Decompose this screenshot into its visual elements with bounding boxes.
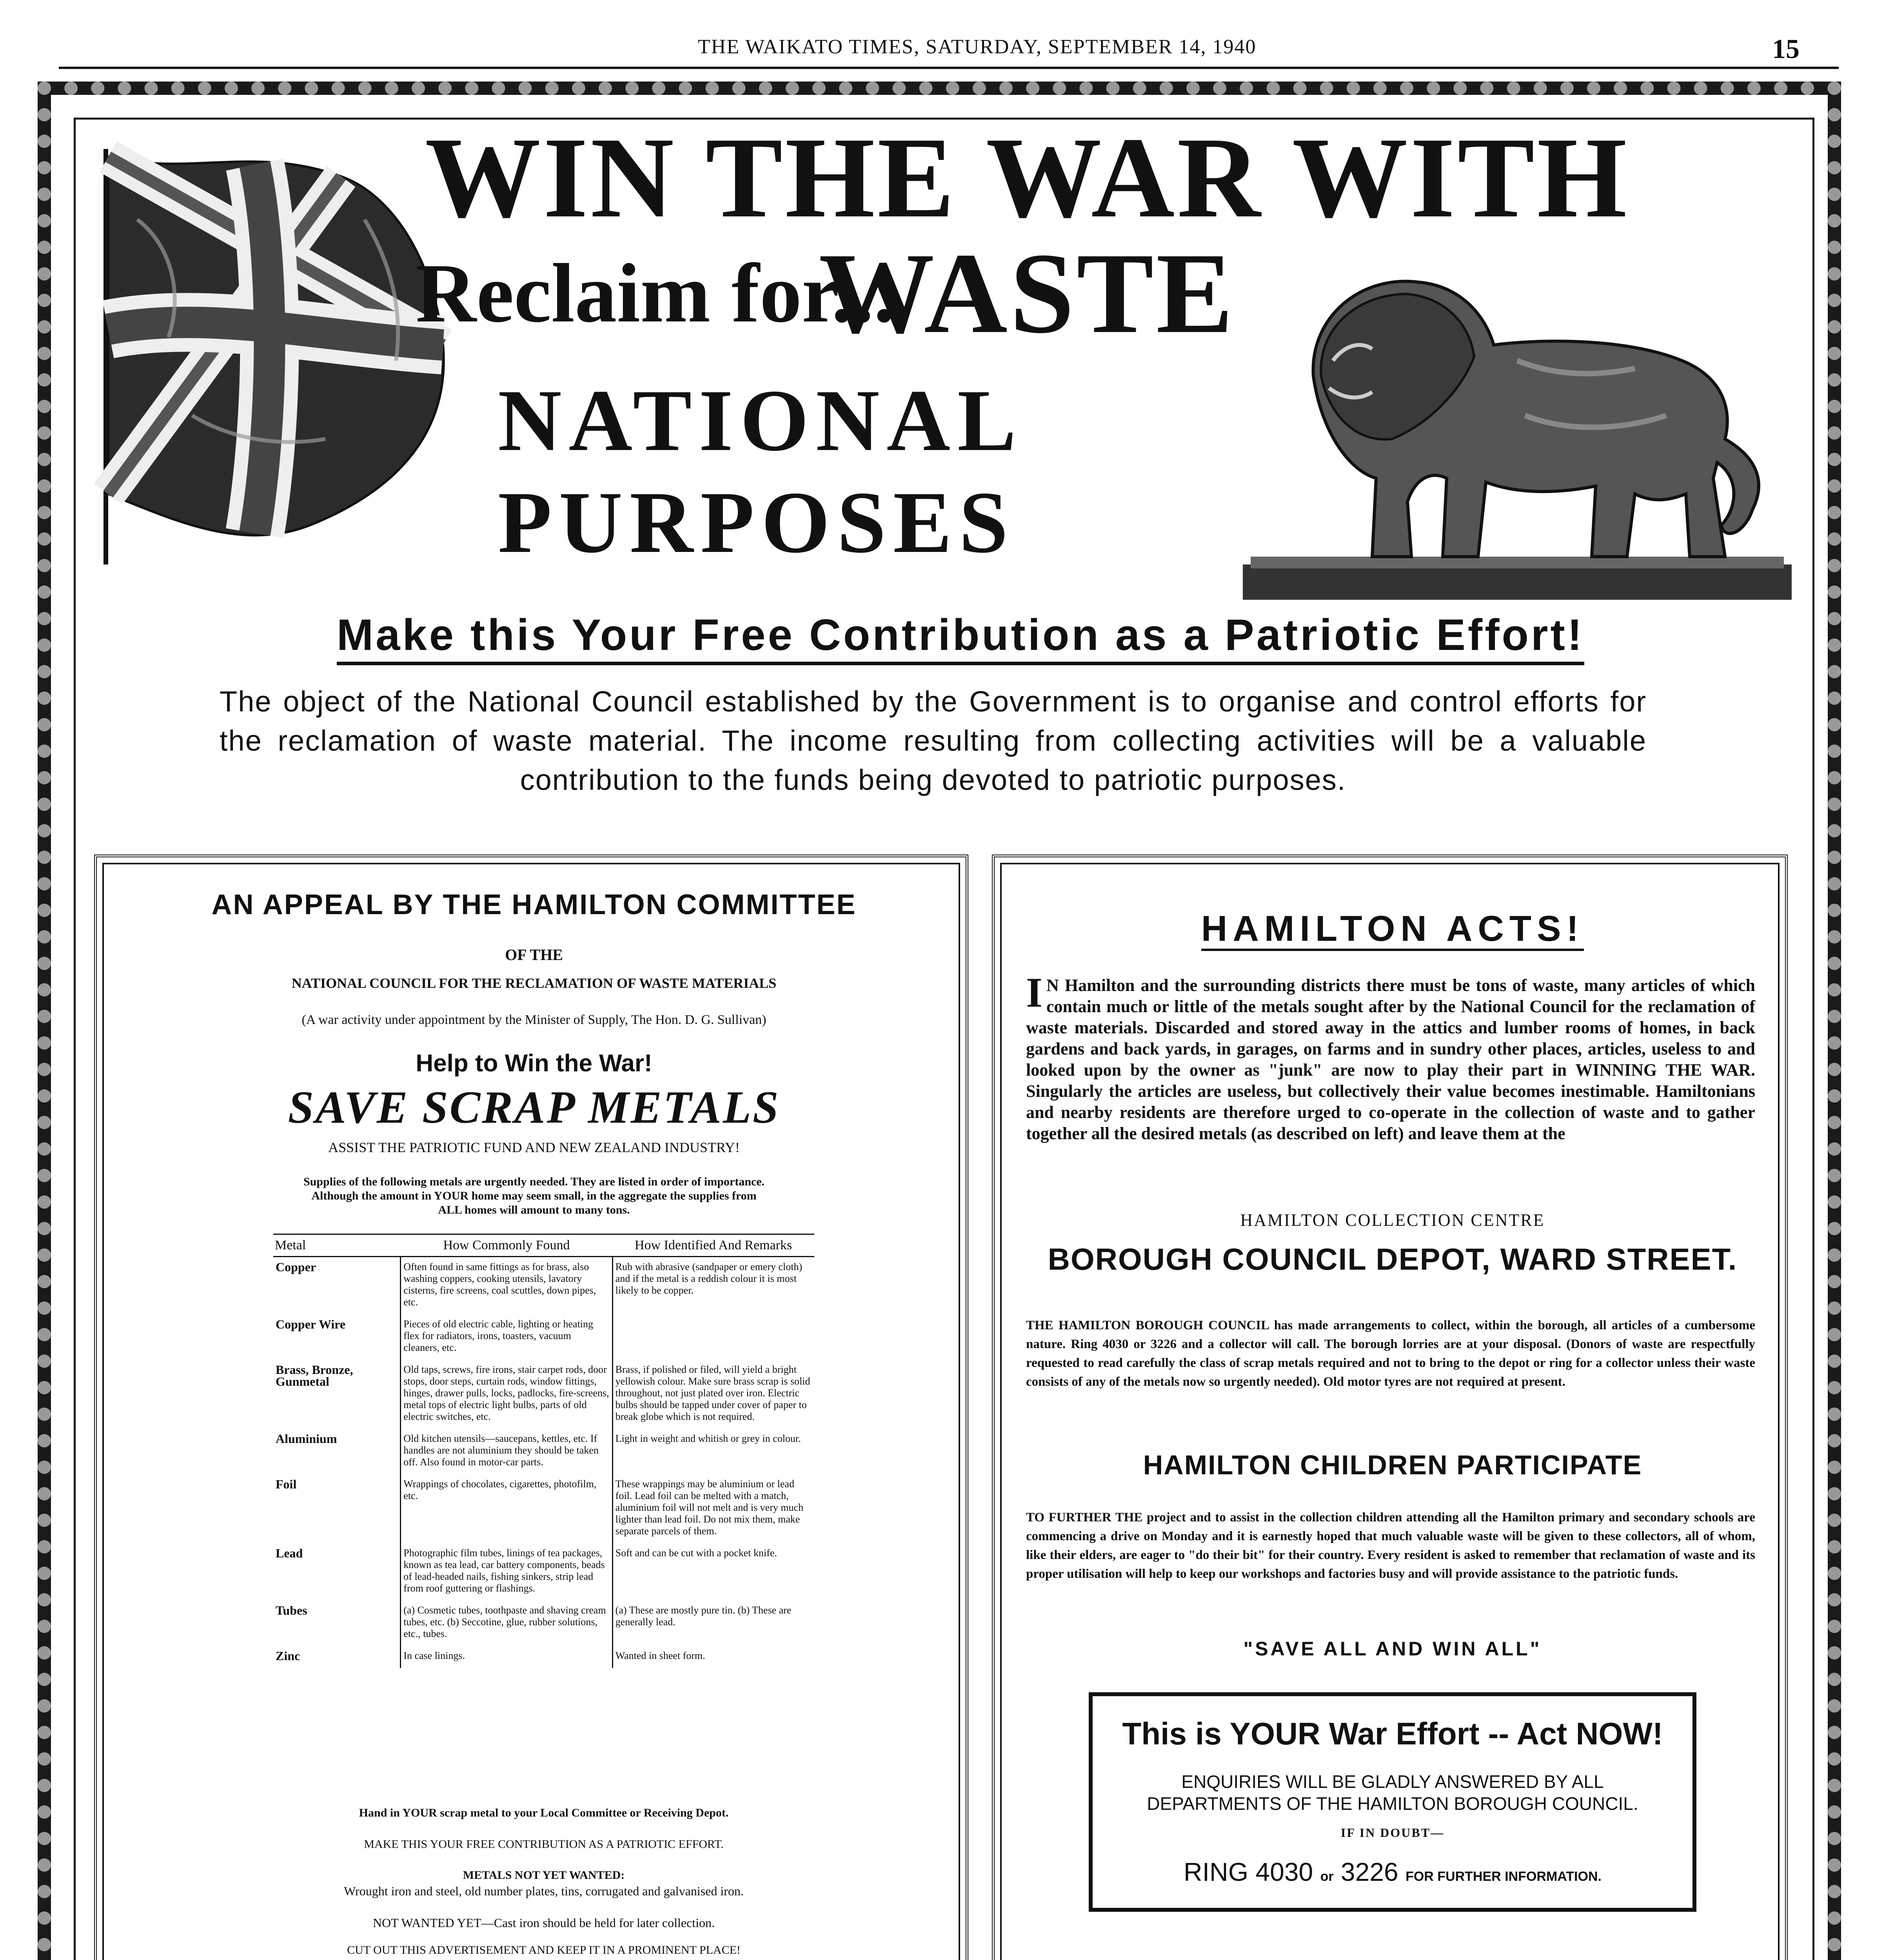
- children-heading: HAMILTON CHILDREN PARTICIPATE: [1143, 1450, 1642, 1480]
- metals-table: [273, 1234, 814, 1668]
- metal-name: Zinc: [276, 1649, 300, 1663]
- metal-remarks: Rub with abrasive (sandpaper or emery cloth) and if the metal is a reddish colour it is most likely to be copper.: [615, 1261, 803, 1296]
- collection-centre-heading: HAMILTON COLLECTION CENTRE: [1240, 1210, 1545, 1230]
- appeal-of-the: OF THE: [505, 946, 563, 964]
- masthead-title: THE WAIKATO TIMES, SATURDAY, SEPTEMBER 14, 1940: [698, 36, 1257, 58]
- ring-number-b: 3226: [1340, 1857, 1398, 1886]
- table-row: [273, 1601, 814, 1646]
- acts-title-text: HAMILTON ACTS!: [1201, 909, 1584, 951]
- subheading: [196, 610, 1725, 660]
- table-row: [273, 1314, 814, 1360]
- lion-statue-icon: [1243, 259, 1792, 612]
- appeal-title: AN APPEAL BY THE HAMILTON COMMITTEE: [211, 889, 857, 920]
- children-paragraph: TO FURTHER THE project and to assist in the collection children attending all the Hamilton primary and secondary schools are commencing a drive on Monday and it is earnestly hoped that much valuable waste will be given to these collectors, all of whom, like their elders, are eager to "do their bit" for their country. Every resident is asked to remember that reclamation of waste and its proper utilisation will help to keep our workshops and factories busy and will provide assistance to the patriotic funds.: [1026, 1510, 1755, 1581]
- war-activity-note: (A war activity under appointment by the Minister of Supply, The Hon. D. G. Sullivan): [301, 1013, 766, 1027]
- col-remarks: How Identified And Remarks: [612, 1234, 814, 1257]
- metal-remarks: (a) These are mostly pure tin. (b) These are generally lead.: [615, 1604, 792, 1628]
- table-row: [273, 1360, 814, 1429]
- subheading-text: Make this Your Free Contribution as a Patriotic Effort!: [337, 610, 1584, 665]
- intro-paragraph: The object of the National Council established by the Government is to organise and control efforts for the reclamation of waste material. The income resulting from collecting activities will be a valuable contribution to the funds being devoted to patriotic purposes.: [220, 685, 1647, 796]
- metal-found: (a) Cosmetic tubes, toothpaste and shaving cream tubes, etc. (b) Seccotine, glue, rubber solutions, etc., tubes.: [401, 1601, 612, 1646]
- page-number: 15: [1772, 34, 1800, 64]
- metal-remarks: Light in weight and whitish or grey in colour.: [615, 1433, 801, 1444]
- table-row: [273, 1474, 814, 1543]
- hamilton-acts-panel: [992, 855, 1788, 1960]
- borough-paragraph: THE HAMILTON BOROUGH COUNCIL has made arrangements to collect, within the borough, all articles of a cumbersome nature. Ring 4030 or 3226 and a collector will call. The borough lorries are at your disposal. (Donors of waste are respectfully requested to read carefully the class of scrap metals required and not to bring to the depot or ring for a collector unless their waste consists of any of the metals now so urgently needed). Old motor tyres are not required at present.: [1026, 1318, 1755, 1389]
- enquiries-note: ENQUIRIES WILL BE GLADLY ANSWERED BY ALL DEPARTMENTS OF THE HAMILTON BOROUGH COUNCIL.: [1147, 1771, 1638, 1814]
- metal-remarks: Wanted in sheet form.: [615, 1650, 705, 1661]
- metal-name: Aluminium: [276, 1432, 337, 1446]
- national-heading: NATIONAL: [498, 371, 1023, 469]
- metal-remarks: Brass, if polished or filed, will yield a bright yellowish colour. Make sure brass scrap is solid throughout, not just plated over iron. Electric bulbs should be tapped under cover of paper to break globe which is not required.: [615, 1364, 810, 1422]
- table-row: [273, 1646, 814, 1668]
- save-all-slogan: "SAVE ALL AND WIN ALL": [1243, 1638, 1542, 1660]
- ring-number-a: RING 4030: [1184, 1857, 1313, 1886]
- metal-name: Tubes: [276, 1603, 307, 1617]
- metal-found: Photographic film tubes, linings of tea packages, known as tea lead, car battery components, beads of lead-headed nails, fishing sinkers, strip lead from roof guttering or flashings.: [401, 1543, 612, 1601]
- metal-name: Foil: [276, 1477, 297, 1491]
- ring-or: or: [1320, 1869, 1334, 1884]
- appeal-panel: [94, 855, 968, 1960]
- supplies-note: Supplies of the following metals are urgently needed. They are listed in order of importance. Although the amount in YOUR home may seem small, in the aggregate the supplies from ALL homes will amount to many tons.: [303, 1175, 765, 1216]
- table-row: [273, 1429, 814, 1474]
- metal-found: Pieces of old electric cable, lighting or heating flex for radiators, irons, toasters, vacuum cleaners, etc.: [401, 1314, 612, 1360]
- war-effort-box: [1089, 1692, 1696, 1912]
- reclaim-heading: Reclaim for...: [416, 246, 895, 340]
- metal-remarks: [612, 1314, 814, 1360]
- metal-remarks: These wrappings may be aluminium or lead foil. Lead foil can be melted with a match, aluminium foil will not melt and is very much lighter than lead foil. Do not mix them, make separate parcels of them.: [615, 1478, 804, 1537]
- hand-in-note: Hand in YOUR scrap metal to your Local Committee or Receiving Depot.: [359, 1806, 729, 1819]
- not-yet-heading: METALS NOT YET WANTED:: [463, 1869, 625, 1882]
- help-win-heading: Help to Win the War!: [416, 1050, 652, 1077]
- cut-out-note: CUT OUT THIS ADVERTISEMENT AND KEEP IT IN A PROMINENT PLACE!: [347, 1944, 741, 1956]
- metal-name: Copper Wire: [276, 1317, 346, 1331]
- acts-body-text: N Hamilton and the surrounding districts there must be tons of waste, many articles of which contain much or little of the metals sought after by the National Council for the reclamation of waste materials. Discarded and stored away in the attics and lumber rooms of homes, in back gardens and back yards, in garages, on farms and in sundry other places, articles, useless to and looked upon by the owner as "junk" are now to play their part in WINNING THE WAR. Singularly the articles are useless, but collectively their value becomes inestimable. Hamiltonians and nearby residents are therefore urged to co-operate in the collection of waste and to gather together all the desired metals (as described on left) and leave them at the: [1026, 976, 1755, 1143]
- if-doubt-label: IF IN DOUBT—: [1340, 1826, 1445, 1840]
- depot-heading: BOROUGH COUNCIL DEPOT, WARD STREET.: [1048, 1242, 1738, 1276]
- col-found: How Commonly Found: [401, 1234, 612, 1257]
- further-info: FOR FURTHER INFORMATION.: [1406, 1869, 1602, 1884]
- drop-cap: I: [1026, 969, 1043, 1016]
- assist-line: ASSIST THE PATRIOTIC FUND AND NEW ZEALAND INDUSTRY!: [328, 1140, 740, 1155]
- metal-name: Brass, Bronze, Gunmetal: [276, 1363, 353, 1388]
- not-yet-note: Wrought iron and steel, old number plates, tins, corrugated and galvanised iron.: [344, 1884, 744, 1898]
- col-metal: Metal: [273, 1234, 401, 1257]
- headline: WIN THE WAR WITH WASTE: [425, 113, 1629, 357]
- metal-found: Old kitchen utensils—saucepans, kettles, etc. If handles are not aluminium they should be taken off. Also found in motor-car parts.: [401, 1429, 612, 1474]
- metal-found: Wrappings of chocolates, cigarettes, photofilm, etc.: [401, 1474, 612, 1543]
- masthead-rule: [59, 67, 1839, 69]
- make-free-note: MAKE THIS YOUR FREE CONTRIBUTION AS A PATRIOTIC EFFORT.: [364, 1838, 724, 1851]
- save-scrap-heading: SAVE SCRAP METALS: [288, 1082, 780, 1133]
- metal-found: Old taps, screws, fire irons, stair carpet rods, door stops, door steps, curtain rods, window fittings, hinges, drawer pulls, locks, padlocks, fire-screens, metal tops of electric light bulbs, parts of old electric switches, etc.: [401, 1360, 612, 1429]
- metal-remarks: Soft and can be cut with a pocket knife.: [615, 1547, 777, 1559]
- metal-name: Copper: [276, 1260, 316, 1274]
- masthead: [102, 35, 1800, 71]
- acts-body: [1026, 969, 1755, 1144]
- purposes-heading: PURPOSES: [498, 473, 1015, 571]
- table-row: [273, 1257, 814, 1315]
- metals-table-header: [273, 1234, 814, 1257]
- acts-title: [995, 908, 1790, 949]
- metal-name: Lead: [276, 1546, 303, 1560]
- metal-found: Often found in same fittings as for brass, also washing coppers, cooking utensils, lavatory cisterns, fire screens, coal scuttles, down pipes, etc.: [401, 1257, 612, 1315]
- war-effort-heading: This is YOUR War Effort -- Act NOW!: [1122, 1716, 1663, 1751]
- ring-line: [1093, 1857, 1692, 1887]
- metal-found: In case linings.: [401, 1646, 612, 1668]
- table-row: [273, 1543, 814, 1601]
- not-wanted-note: NOT WANTED YET—Cast iron should be held for later collection.: [372, 1916, 715, 1930]
- council-name: NATIONAL COUNCIL FOR THE RECLAMATION OF WASTE MATERIALS: [291, 975, 777, 991]
